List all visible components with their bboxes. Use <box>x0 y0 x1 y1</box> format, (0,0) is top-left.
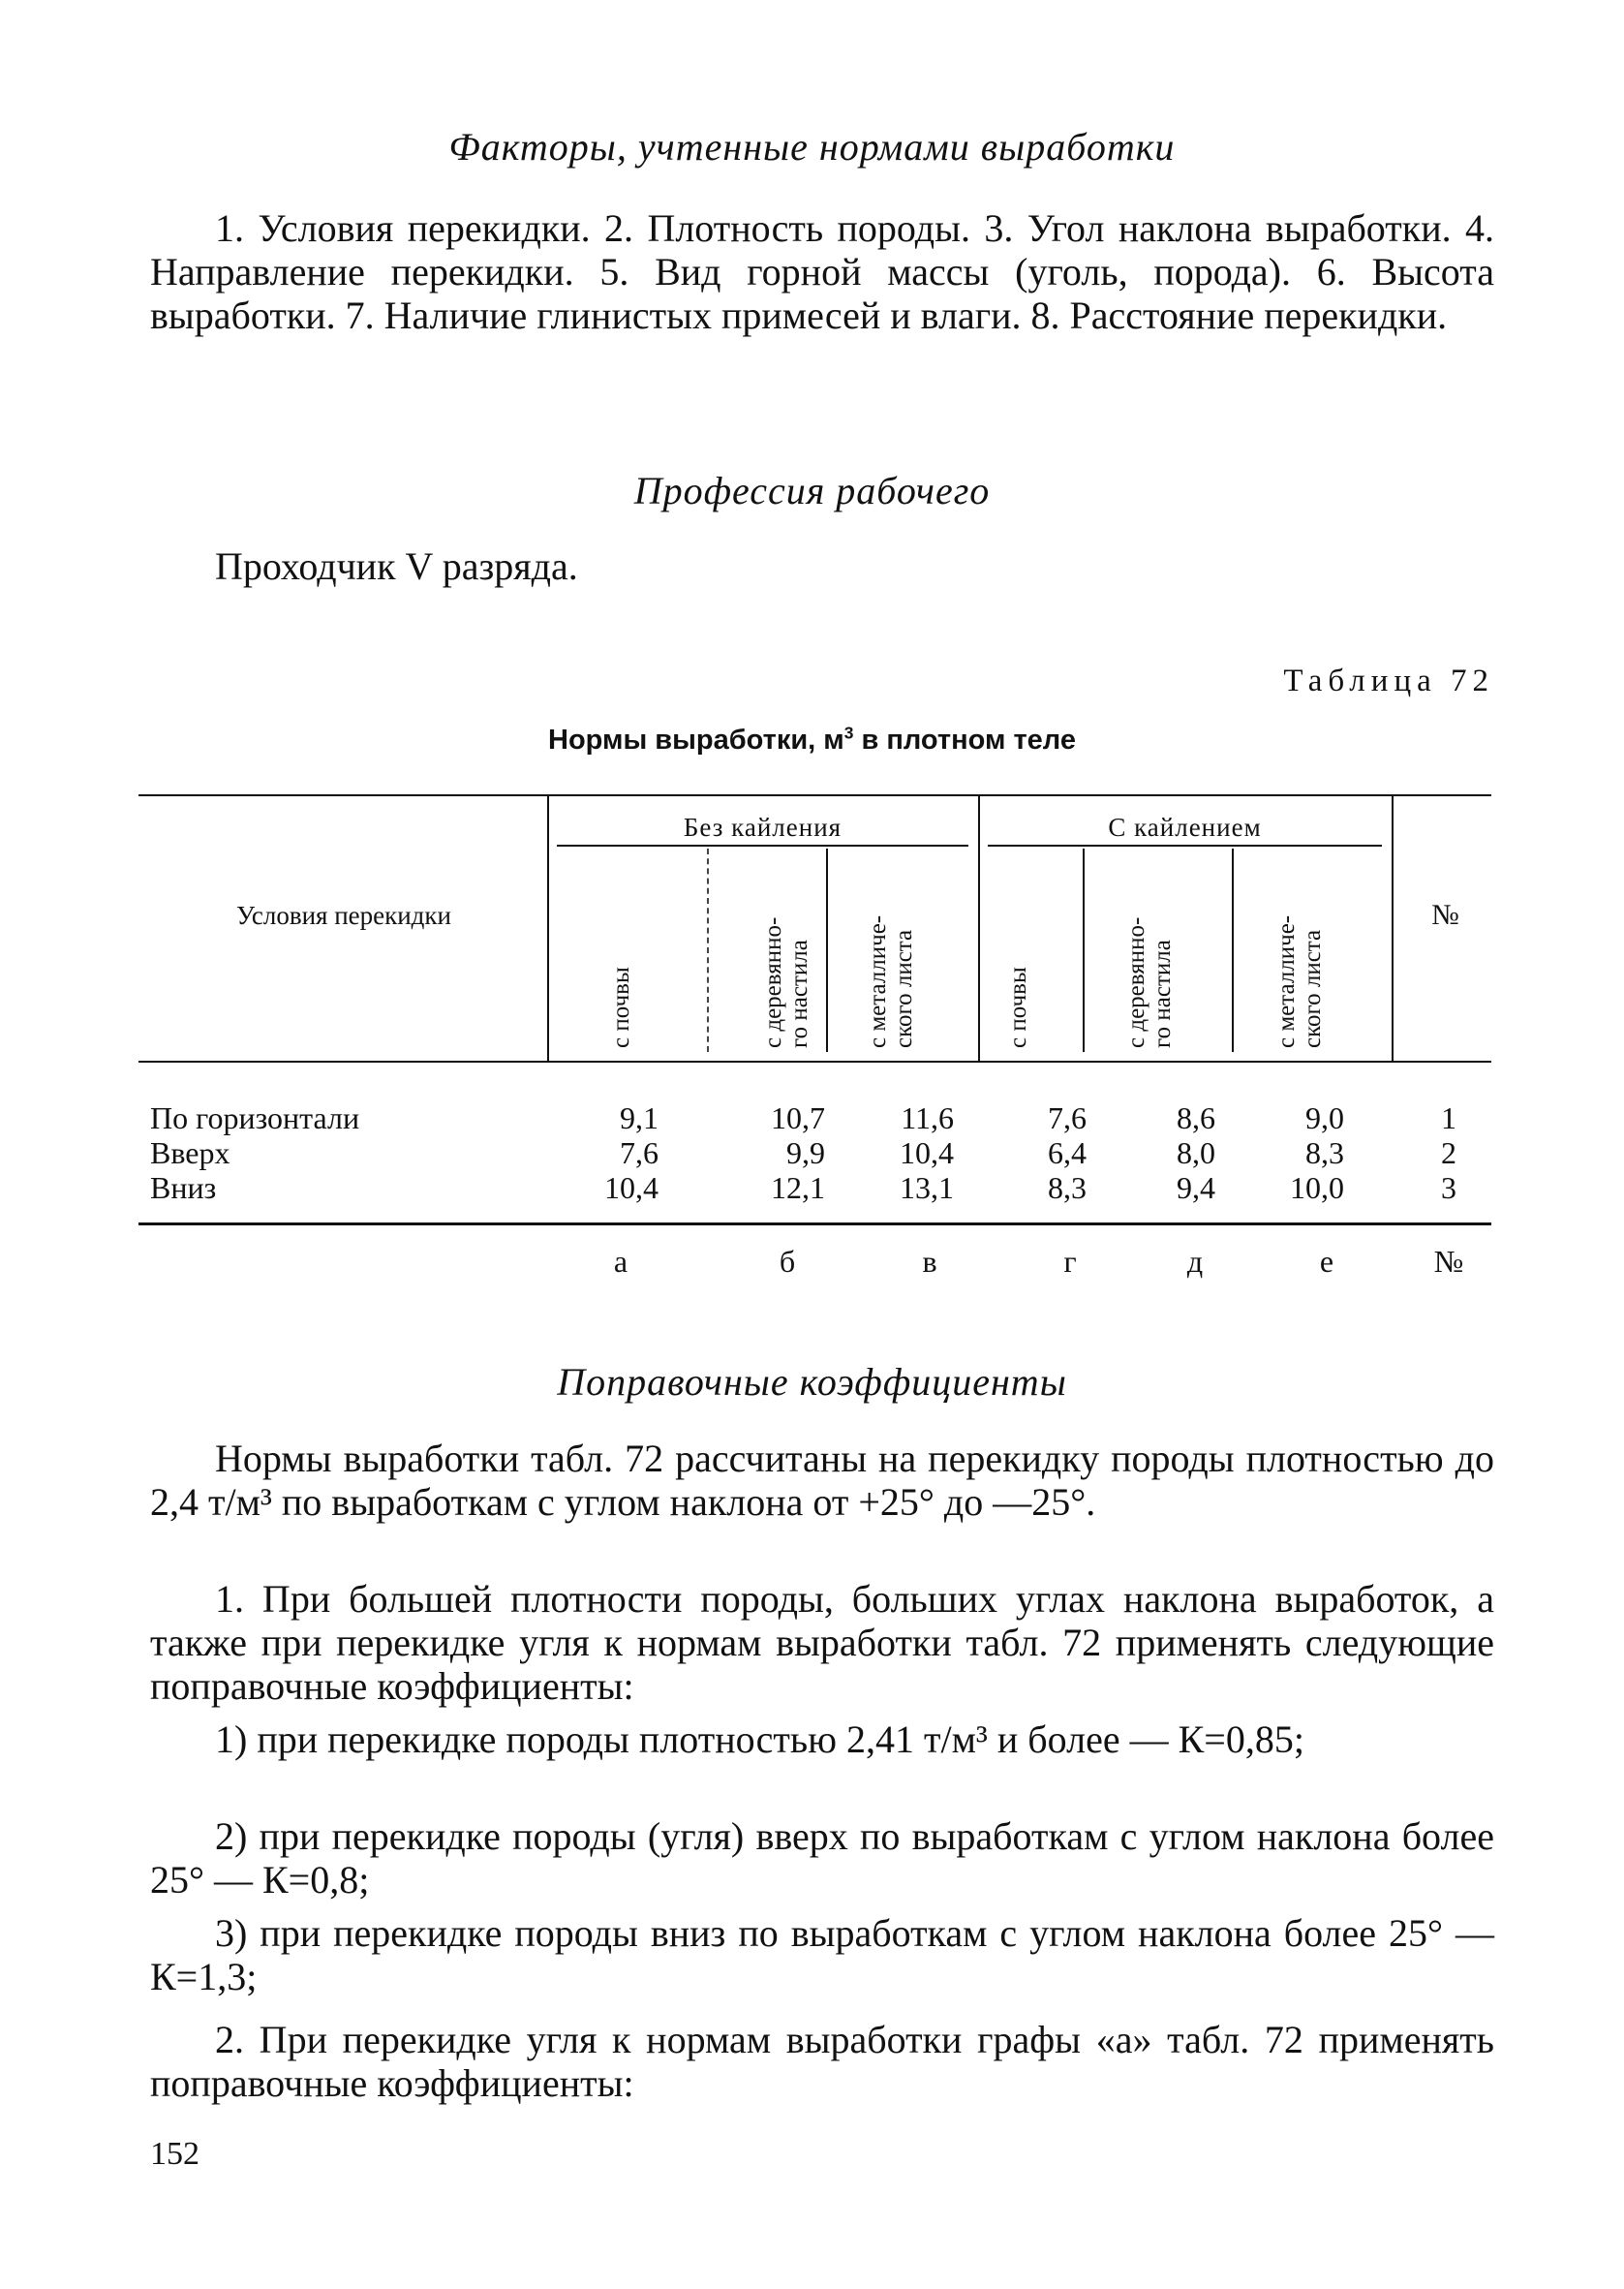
sub-header-5 <box>1123 917 1176 1048</box>
table-bottom-rule <box>138 1222 1491 1225</box>
sub-separator-4 <box>1232 849 1234 1052</box>
sub-header-line: го настила <box>1149 940 1176 1048</box>
profession-text: Проходчик V разряда. <box>215 544 578 588</box>
table-cell: 10,0 <box>1290 1170 1344 1205</box>
corrections-paragraph-2: 1. При большей плотности породы, больших углах наклона выработок, а также при перекидке угля к нормам выработки табл. 72 применять следующие поправочные коэффициенты: <box>150 1577 1494 1708</box>
table-cell: 7,6 <box>1048 1100 1087 1135</box>
corrections-paragraph-3: 2. При перекидке угля к нормам выработки графы «а» табл. 72 применять поправочные коэффициенты: <box>150 2018 1494 2105</box>
corrections-item-2: 2) при перекидке породы (угля) вверх по выработкам с углом наклона более 25° — К=0,8; <box>150 1814 1494 1902</box>
column-letter: в <box>922 1244 937 1279</box>
sub-header-4 <box>1005 967 1031 1048</box>
group-underline-with <box>988 845 1382 847</box>
table-cell: 8,3 <box>1305 1135 1344 1170</box>
group-underline-without <box>557 845 968 847</box>
sub-header-3 <box>865 915 917 1048</box>
table-cell: 13,1 <box>900 1170 954 1205</box>
sub-header-2 <box>760 917 812 1048</box>
sub-header-line: с почвы <box>1005 967 1031 1048</box>
table-cell: 9,1 <box>620 1100 659 1135</box>
table-cell: 9,4 <box>1177 1170 1215 1205</box>
factors-heading: Факторы, учтенные нормами выработки <box>448 125 1176 169</box>
table-cell: 7,6 <box>620 1135 659 1170</box>
row-label: Вверх <box>150 1135 230 1170</box>
group-separator <box>978 796 980 1061</box>
table-cell: 9,9 <box>786 1135 825 1170</box>
row-number: 3 <box>1441 1170 1456 1205</box>
table-cell: 12,1 <box>771 1170 825 1205</box>
corrections-heading: Поправочные коэффициенты <box>557 1360 1067 1404</box>
table-cell: 10,7 <box>771 1100 825 1135</box>
group-header-without: Без кайления <box>683 813 843 842</box>
table-title-superscript: 3 <box>843 723 854 743</box>
table-cell: 8,0 <box>1177 1135 1215 1170</box>
sub-separator-2 <box>826 849 828 1052</box>
corrections-item-1: 1) при перекидке породы плотностью 2,41 т/м³ и более — К=0,85; <box>215 1717 1304 1761</box>
column-letter: г <box>1063 1244 1077 1279</box>
table-top-rule <box>138 794 1491 796</box>
sub-separator-3 <box>1083 849 1085 1052</box>
sub-header-line: го настила <box>786 940 812 1048</box>
row-number: 1 <box>1441 1100 1456 1135</box>
sub-header-line: ского листа <box>1300 929 1326 1048</box>
table-cell: 9,0 <box>1305 1100 1344 1135</box>
table-header-rule <box>138 1061 1491 1063</box>
row-label: Вниз <box>150 1170 217 1205</box>
sub-header-line: с деревянно- <box>1123 916 1149 1048</box>
stub-header: Условия перекидки <box>236 901 451 930</box>
group-header-with: С кайлением <box>1108 813 1262 842</box>
row-label: По горизонтали <box>150 1100 360 1135</box>
profession-heading: Профессия рабочего <box>633 469 991 512</box>
table-label: Таблица 72 <box>1283 664 1494 698</box>
column-letter: е <box>1319 1244 1334 1279</box>
stub-separator <box>547 796 549 1061</box>
table-title-tail: в плотном теле <box>853 725 1076 756</box>
column-letter: № <box>1433 1244 1464 1279</box>
column-letter: б <box>779 1244 796 1279</box>
table-cell: 11,6 <box>901 1100 954 1135</box>
corrections-item-3: 3) при перекидке породы вниз по выработкам с углом наклона более 25° — К=1,3; <box>150 1911 1494 1998</box>
table-title <box>0 725 1624 757</box>
sub-separator-1 <box>707 849 709 1052</box>
number-header: № <box>1431 899 1459 931</box>
column-letter: а <box>613 1244 628 1279</box>
table-cell: 8,3 <box>1048 1170 1087 1205</box>
sub-header-line: с деревянно- <box>760 916 786 1048</box>
column-letter: д <box>1186 1244 1204 1279</box>
row-number: 2 <box>1441 1135 1456 1170</box>
page-number: 152 <box>150 2136 199 2172</box>
table-cell: 8,6 <box>1177 1100 1215 1135</box>
sub-header-6 <box>1273 915 1326 1048</box>
table-cell: 6,4 <box>1048 1135 1087 1170</box>
table-cell: 10,4 <box>604 1170 659 1205</box>
table-title-main: Нормы выработки, м <box>548 725 844 756</box>
sub-header-line: с металличе- <box>865 914 891 1048</box>
sub-header-line: с почвы <box>608 967 634 1048</box>
corrections-paragraph-1: Нормы выработки табл. 72 рассчитаны на перекидку породы плотностью до 2,4 т/м³ по выработкам с углом наклона от +25° до —25°. <box>150 1437 1494 1524</box>
factors-text: 1. Условия перекидки. 2. Плотность породы. 3. Угол наклона выработки. 4. Направление перекидки. 5. Вид горной массы (уголь, порода). 6. Высота выработки. 7. Наличие глинистых примесей и влаги. 8. Расстояние перекидки. <box>150 206 1494 337</box>
table-cell: 10,4 <box>900 1135 954 1170</box>
number-col-separator <box>1392 796 1394 1061</box>
sub-header-line: с металличе- <box>1273 914 1300 1048</box>
sub-header-1 <box>608 967 634 1048</box>
sub-header-line: ского листа <box>891 929 917 1048</box>
